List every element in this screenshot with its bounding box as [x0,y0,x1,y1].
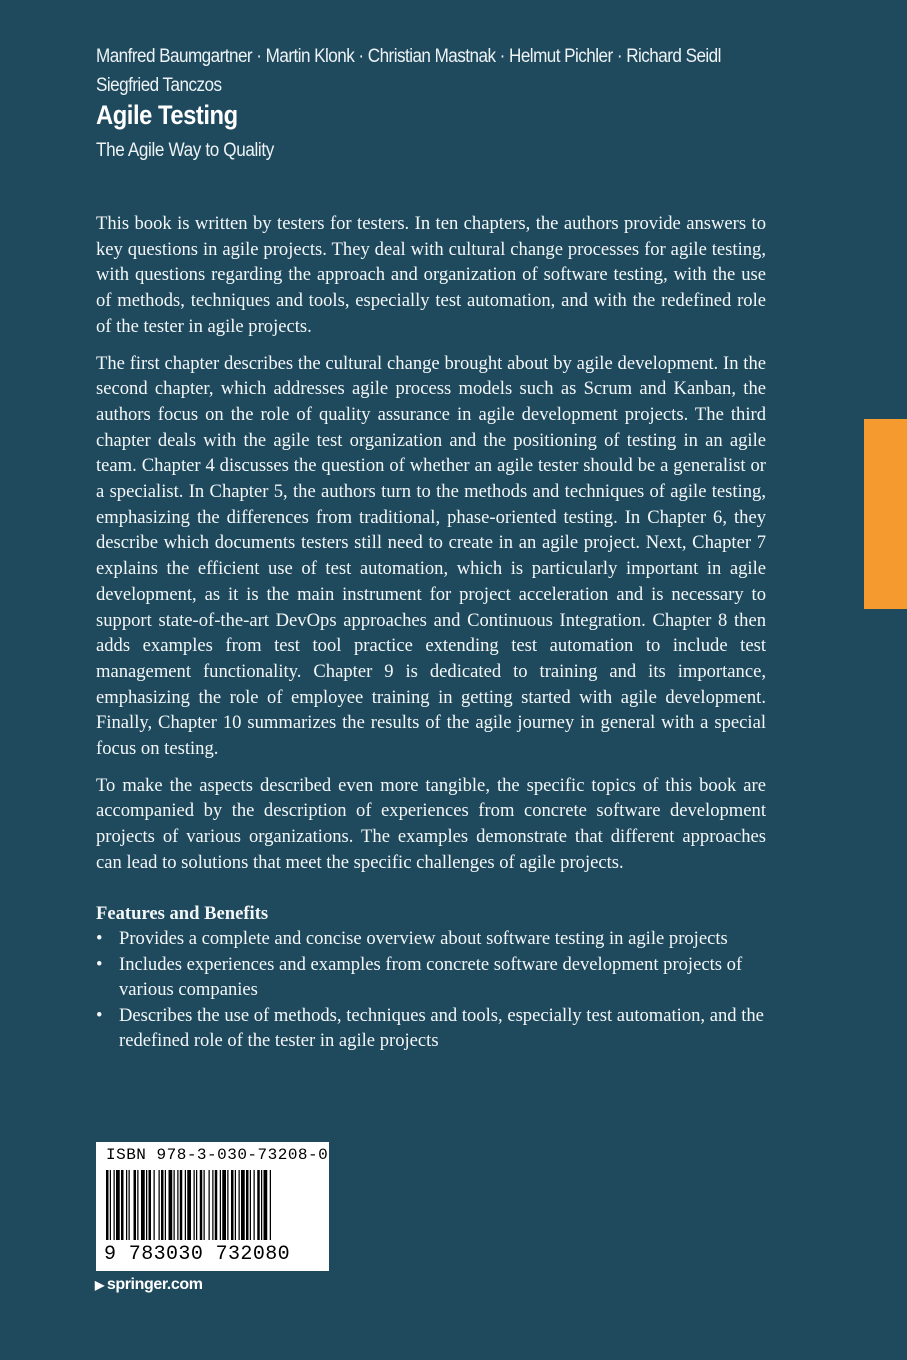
feature-text: Describes the use of methods, techniques and tools, especially test automation, and the redefined role of the tester in agile projects [119,1004,764,1052]
barcode-bar [169,1170,173,1240]
feature-item [96,952,766,1003]
barcode-bar [116,1170,120,1240]
barcode-bar [270,1170,271,1240]
authors-line-1: Manfred Baumgartner · Martin Klonk · Christian Mastnak · Helmut Pichler · Richard Seidl [96,46,721,67]
feature-item [96,926,766,951]
barcode-bar [212,1170,213,1240]
author-list [96,42,744,100]
book-title: Agile Testing [96,100,238,130]
barcode-bar [149,1170,152,1240]
blurb [96,211,766,887]
features-heading: Features and Benefits [96,903,269,924]
feature-item [96,1003,766,1054]
isbn-label: ISBN 978-3-030-73208-0 [106,1146,329,1164]
publisher-url: springer.com [106,1276,203,1293]
barcode-bar [141,1170,145,1240]
barcode-bar [114,1170,115,1240]
barcode-bar [254,1170,255,1240]
barcode-bar [174,1170,175,1240]
blurb-paragraph-1: This book is written by testers for testers. In ten chapters, the authors provide answers to key questions in agile projects. They deal with cultural change processes for agile testing, with questions regarding the approach and organization of software testing, with the use of methods, techniques and tools, especially test automation, and with the redefined role of the tester in agile projects. [96,213,766,337]
barcode-bar [146,1170,147,1240]
barcode-bar [196,1170,197,1240]
barcode-bar [110,1170,111,1240]
barcode-bar [261,1170,262,1240]
barcode-bar [222,1170,226,1240]
feature-text: Provides a complete and concise overview about software testing in agile projects [119,928,728,950]
barcode-bar [235,1170,236,1240]
blurb-paragraph-3: To make the aspects described even more tangible, the specific topics of this book are accompanied by the description of experiences from concrete software development projects of various organizations. The examples demonstrate that different approaches can lead to solutions that meet the specific challenges of agile projects. [96,774,766,873]
bullet-icon: • [96,928,103,950]
barcode-bar [180,1170,183,1240]
barcode-bar [220,1170,221,1240]
barcode-bar [209,1170,210,1240]
barcode-bar [231,1170,234,1240]
barcode-bar [239,1170,240,1240]
barcode-bar [106,1170,109,1240]
barcode-bar [204,1170,205,1240]
barcode-bar [134,1170,137,1240]
barcode-bars [106,1170,319,1240]
barcode-bar [241,1170,245,1240]
bullet-icon: • [96,953,103,975]
feature-text: Includes experiences and examples from concrete software development projects of various companies [119,953,743,1001]
barcode-bar [137,1170,138,1240]
barcode-bar [227,1170,228,1240]
features-list [96,926,766,1053]
barcode-bar [200,1170,203,1240]
authors-line-2: Siegfried Tanczos [96,75,222,96]
barcode-digits: 9 783030 732080 [104,1243,291,1266]
barcode-bar [165,1170,166,1240]
barcode-bar [159,1170,160,1240]
barcode-bar [257,1170,260,1240]
barcode-bar [121,1170,124,1240]
barcode-bar [194,1170,195,1240]
barcode-bar [126,1170,127,1240]
barcode-bar [264,1170,268,1240]
features-section [96,901,766,1053]
barcode-box [96,1142,329,1271]
barcode-bar [215,1170,218,1240]
book-subtitle: The Agile Way to Quality [96,140,274,161]
barcode-bar [177,1170,178,1240]
barcode-bar [129,1170,130,1240]
barcode-bar [187,1170,191,1240]
bullet-icon: • [96,1004,103,1026]
barcode-bar [154,1170,155,1240]
orange-edge-tab [864,419,907,609]
blurb-paragraph-2: The first chapter describes the cultural change brought about by agile development. In the second chapter, which addresses agile process models such as Scrum and Kanban, the authors focus on the role of quality assurance in agile development projects. The third chapter deals with the agile test organization and the positioning of testing in an agile team. Chapter 4 discusses the question of whether an agile tester should be a generalist or a specialist. In Chapter 5, the authors turn to the methods and techniques of agile testing, emphasizing the differences from traditional, phase-oriented testing. In Chapter 6, they describe which documents testers still need to create in an agile project. Next, Chapter 7 explains the efficient use of test automation, which is particularly important in agile development, as it is the main instrument for project acceleration and is necessary to support state-of-the-art DevOps approaches and Continuous Integration. Chapter 8 then adds examples from test tool practice extending test automation to include test management functionality. Chapter 9 is dedicated to training and its importance, emphasizing the role of employee training in getting started with agile development. Finally, Chapter 10 summarizes the results of the agile journey in general with a special focus on testing. [96,352,766,760]
barcode-bar [185,1170,186,1240]
barcode-bar [250,1170,251,1240]
play-arrow-icon: ▶ [95,1278,104,1292]
barcode-bar [161,1170,164,1240]
publisher-link[interactable] [95,1276,203,1294]
barcode-bar [246,1170,249,1240]
